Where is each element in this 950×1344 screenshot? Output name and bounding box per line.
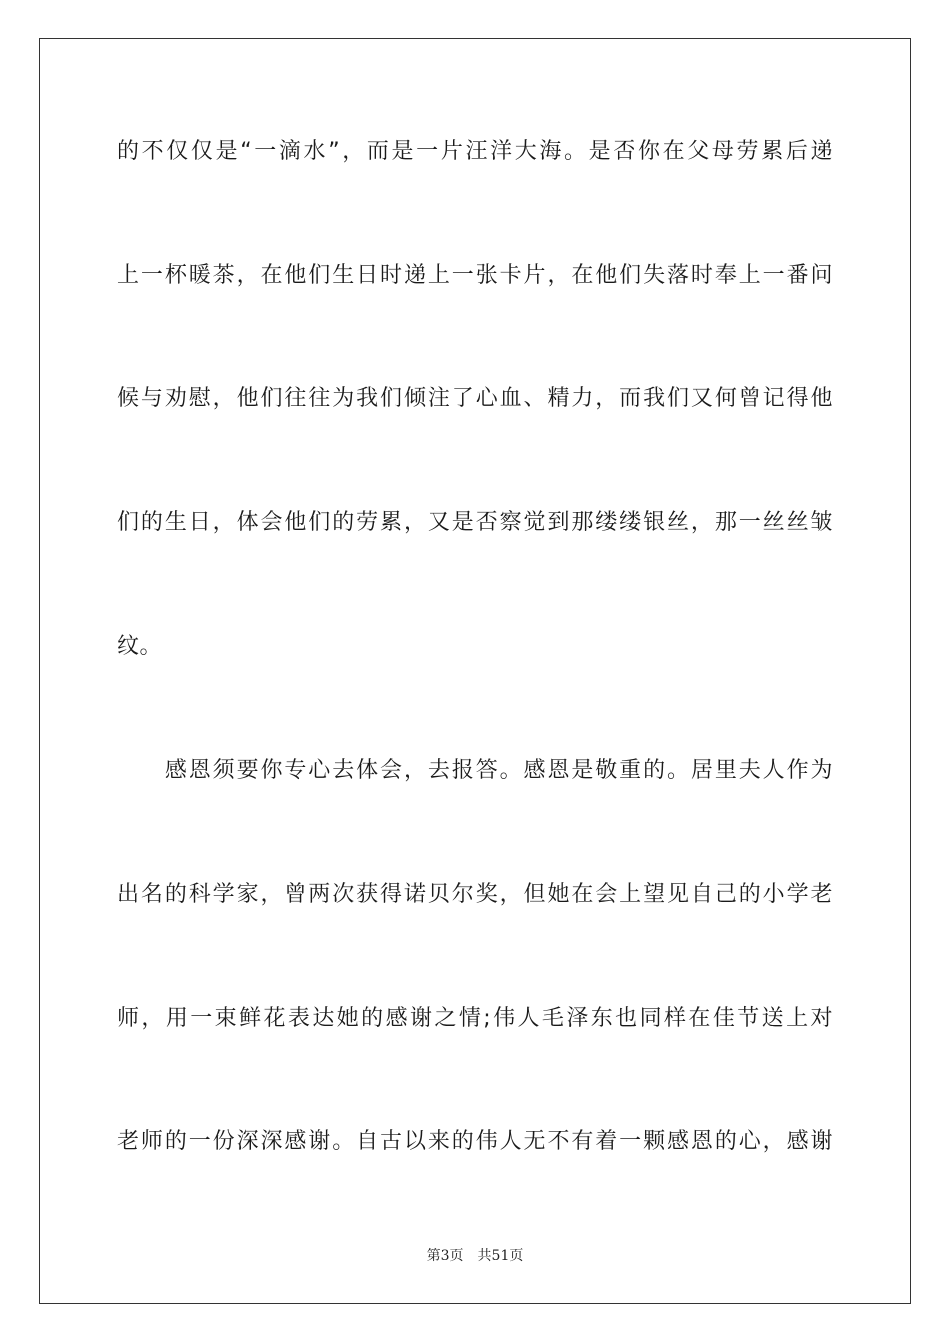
body-line-2: 上一杯暖茶，在他们生日时递上一张卡片，在他们失落时奉上一番问	[117, 263, 833, 288]
page-border	[39, 38, 911, 1304]
total-page-count: 共51页	[477, 1248, 524, 1264]
body-line-6: 感恩须要你专心去体会，去报答。感恩是敬重的。居里夫人作为	[117, 758, 833, 783]
body-line-1: 的不仅仅是“一滴水”，而是一片汪洋大海。是否你在父母劳累后递	[117, 139, 833, 164]
body-line-4: 们的生日，体会他们的劳累，又是否察觉到那缕缕银丝，那一丝丝皱	[117, 510, 833, 535]
body-line-7: 出名的科学家，曾两次获得诺贝尔奖，但她在会上望见自己的小学老	[117, 882, 833, 907]
current-page-number: 第3页	[426, 1248, 464, 1264]
body-line-9: 老师的一份深深感谢。自古以来的伟人无不有着一颗感恩的心，感谢	[117, 1129, 833, 1154]
body-line-5: 纹。	[117, 634, 163, 659]
body-line-3: 候与劝慰，他们往往为我们倾注了心血、精力，而我们又何曾记得他	[117, 386, 833, 411]
page-footer	[0, 1246, 950, 1266]
body-line-8: 师，用一束鲜花表达她的感谢之情;伟人毛泽东也同样在佳节送上对	[117, 1006, 833, 1031]
